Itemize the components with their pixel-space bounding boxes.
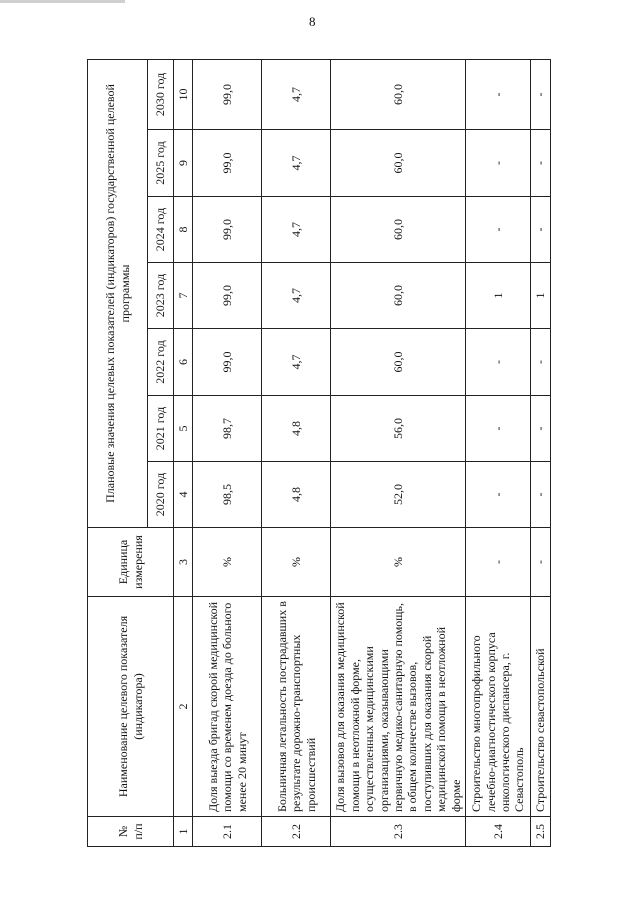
row-value: - bbox=[465, 396, 530, 462]
row-value: 1 bbox=[465, 263, 530, 329]
rotated-table-wrapper bbox=[87, 60, 577, 847]
row-name: Доля вызовов для оказания медицинской помощи в неотложной форме, осуществленных медицинскими организациями, оказывающими первичную медико-санитарную помощь, в общем количестве вызовов, поступивших для оказания скорой медицинской помощи в неотложной форме bbox=[331, 597, 466, 817]
header-year: 2023 год bbox=[148, 263, 174, 329]
row-value: 4,7 bbox=[262, 197, 331, 263]
row-value: 56,0 bbox=[331, 396, 466, 462]
row-name: Строительство севастопольской bbox=[530, 597, 550, 817]
col-number: 10 bbox=[174, 59, 193, 129]
row-name: Больничная летальность пострадавших в результате дорожно-транспортных происшествий bbox=[262, 597, 331, 817]
header-year: 2021 год bbox=[148, 396, 174, 462]
row-unit: - bbox=[530, 528, 550, 597]
row-value: - bbox=[530, 462, 550, 528]
row-value: 4,8 bbox=[262, 396, 331, 462]
row-value: 99,0 bbox=[193, 329, 262, 396]
col-number: 3 bbox=[174, 528, 193, 597]
row-value: 4,7 bbox=[262, 59, 331, 129]
row-unit: % bbox=[331, 528, 466, 597]
page-number: 8 bbox=[309, 14, 316, 29]
row-value: - bbox=[530, 59, 550, 129]
row-value: 60,0 bbox=[331, 130, 466, 197]
row-unit: % bbox=[193, 528, 262, 597]
col-number: 5 bbox=[174, 396, 193, 462]
header-year: 2020 год bbox=[148, 462, 174, 528]
row-value: 60,0 bbox=[331, 197, 466, 263]
row-value: 60,0 bbox=[331, 59, 466, 129]
row-value: 99,0 bbox=[193, 263, 262, 329]
row-name: Доля выезда бригад скорой медицинской помощи со временем доезда до больного менее 20 минут bbox=[193, 597, 262, 817]
col-number: 8 bbox=[174, 197, 193, 263]
row-value: - bbox=[530, 396, 550, 462]
col-number: 7 bbox=[174, 263, 193, 329]
table-row bbox=[262, 59, 331, 846]
scan-edge-mark bbox=[0, 0, 125, 3]
table-row bbox=[331, 59, 466, 846]
row-unit: % bbox=[262, 528, 331, 597]
row-value: 99,0 bbox=[193, 130, 262, 197]
row-value: 4,7 bbox=[262, 130, 331, 197]
header-unit: Единица измерения bbox=[88, 528, 174, 597]
row-name: Строительство многопрофильного лечебно-диагностического корпуса онкологического диспансера, г. Севастополь bbox=[465, 597, 530, 817]
indicators-table bbox=[87, 59, 551, 847]
row-value: - bbox=[465, 197, 530, 263]
row-value: - bbox=[465, 462, 530, 528]
table-row bbox=[530, 59, 550, 846]
col-number: 4 bbox=[174, 462, 193, 528]
row-num: 2.4 bbox=[465, 817, 530, 847]
row-value: 98,5 bbox=[193, 462, 262, 528]
col-number: 9 bbox=[174, 130, 193, 197]
header-year: 2030 год bbox=[148, 59, 174, 129]
header-year: 2024 год bbox=[148, 197, 174, 263]
row-unit: - bbox=[465, 528, 530, 597]
row-value: - bbox=[465, 329, 530, 396]
row-value: - bbox=[465, 59, 530, 129]
row-value: 99,0 bbox=[193, 197, 262, 263]
row-value: - bbox=[465, 130, 530, 197]
row-num: 2.3 bbox=[331, 817, 466, 847]
row-value: - bbox=[530, 130, 550, 197]
row-value: 99,0 bbox=[193, 59, 262, 129]
col-number: 6 bbox=[174, 329, 193, 396]
row-value: 4,7 bbox=[262, 263, 331, 329]
row-value: 4,8 bbox=[262, 462, 331, 528]
header-year: 2025 год bbox=[148, 130, 174, 197]
col-number: 2 bbox=[174, 597, 193, 817]
row-value: 60,0 bbox=[331, 263, 466, 329]
table-row bbox=[465, 59, 530, 846]
row-num: 2.5 bbox=[530, 817, 550, 847]
col-number: 1 bbox=[174, 817, 193, 847]
header-name: Наименование целевого показателя (индикатора) bbox=[88, 597, 174, 817]
row-num: 2.1 bbox=[193, 817, 262, 847]
row-value: - bbox=[530, 197, 550, 263]
header-row-1 bbox=[88, 59, 148, 846]
column-numbers-row bbox=[174, 59, 193, 846]
header-year: 2022 год bbox=[148, 329, 174, 396]
row-value: - bbox=[530, 329, 550, 396]
row-value: 52,0 bbox=[331, 462, 466, 528]
header-values-group: Плановые значения целевых показателей (индикаторов) государственной целевой программы bbox=[88, 59, 148, 527]
row-value: 4,7 bbox=[262, 329, 331, 396]
row-value: 1 bbox=[530, 263, 550, 329]
table-row bbox=[193, 59, 262, 846]
row-num: 2.2 bbox=[262, 817, 331, 847]
row-value: 60,0 bbox=[331, 329, 466, 396]
header-num: № п/п bbox=[88, 817, 174, 847]
row-value: 98,7 bbox=[193, 396, 262, 462]
